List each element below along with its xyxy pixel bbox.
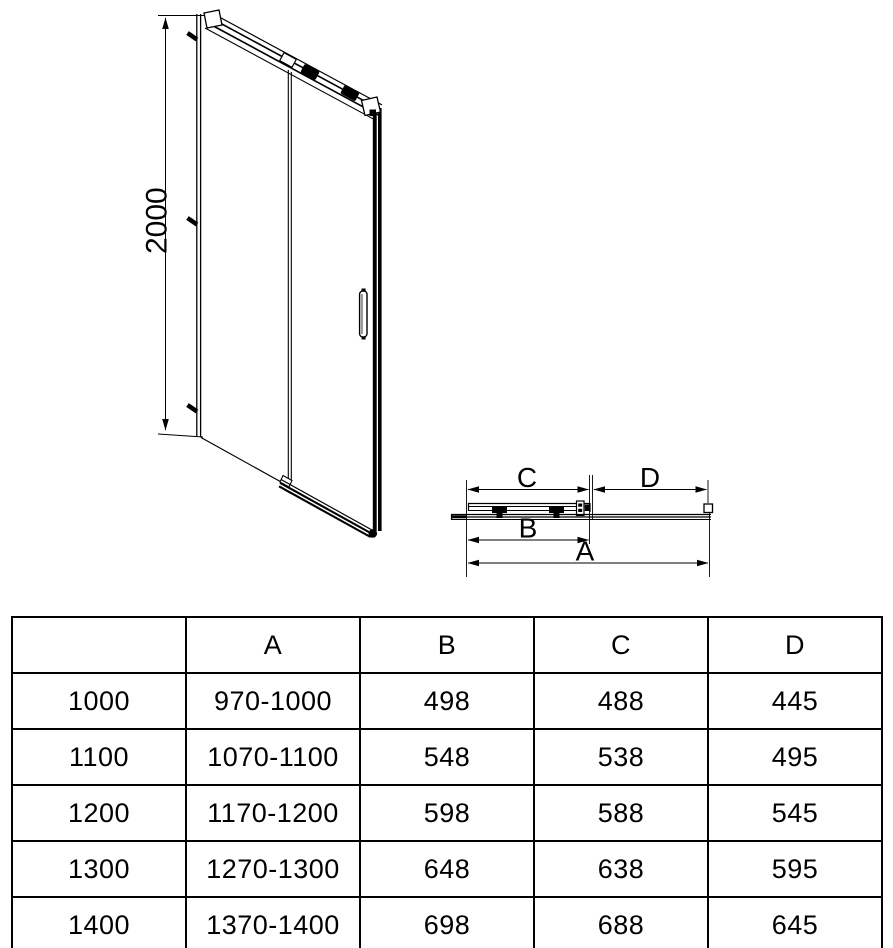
door-handle[interactable] [360,289,367,340]
cell-a: 1370-1400 [186,897,360,948]
cell-size: 1400 [12,897,186,948]
cell-b: 648 [360,841,534,897]
dimension-b-label: B [518,512,538,544]
cell-b: 698 [360,897,534,948]
cell-c: 638 [534,841,708,897]
wall-bracket-icon [188,218,198,225]
bottom-rail [279,476,377,538]
cell-a: 1170-1200 [186,785,360,841]
dimension-d-label: D [639,462,661,493]
cell-d: 545 [708,785,882,841]
table-header-row [12,617,882,673]
plan-wall-profile-block [704,504,713,513]
sliding-panel [279,70,377,538]
cell-d: 645 [708,897,882,948]
top-rail [204,10,382,119]
cell-a: 970-1000 [186,673,360,729]
table-row [12,897,882,948]
bottom-rail-cap [369,529,378,538]
roller-bracket-icon [280,53,297,68]
size-table [11,616,883,948]
cell-size: 1200 [12,785,186,841]
table-row [12,673,882,729]
header-d: D [708,617,882,673]
wall-profile-right [373,108,382,531]
cell-d: 445 [708,673,882,729]
fixed-panel [201,438,282,483]
height-dimension [141,16,209,438]
dimension-c [468,462,589,493]
header-a: A [186,617,360,673]
front-view [141,10,383,538]
height-dimension-label: 2000 [140,187,174,254]
cell-c: 488 [534,673,708,729]
cell-a: 1070-1100 [186,729,360,785]
cell-size: 1300 [12,841,186,897]
cell-c: 538 [534,729,708,785]
wall-bracket-icon [188,33,198,40]
cell-b: 598 [360,785,534,841]
cell-b: 548 [360,729,534,785]
rail-cap-left [204,10,222,28]
cell-c: 588 [534,785,708,841]
table-row [12,841,882,897]
fixed-glass-bottom-edge [201,438,282,483]
plan-roller-icon [549,507,564,519]
wall-profile-left [188,14,201,437]
plan-left-stub [452,515,468,518]
header-size [12,617,186,673]
cell-size: 1100 [12,729,186,785]
glass-top-edge [205,28,374,119]
rail-cap-bolt-icon [370,110,377,117]
dimension-c-label: C [516,462,538,493]
cell-d: 495 [708,729,882,785]
plan-roller-icon [492,507,507,519]
dimension-a-label: A [575,535,595,567]
cell-size: 1000 [12,673,186,729]
table-row [12,785,882,841]
header-b: B [360,617,534,673]
wall-bracket-icon [188,405,198,412]
plan-view [451,462,713,577]
table-row [12,729,882,785]
cell-b: 498 [360,673,534,729]
cell-a: 1270-1300 [186,841,360,897]
cell-c: 688 [534,897,708,948]
cell-d: 595 [708,841,882,897]
dimension-d [594,462,707,493]
header-c: C [534,617,708,673]
